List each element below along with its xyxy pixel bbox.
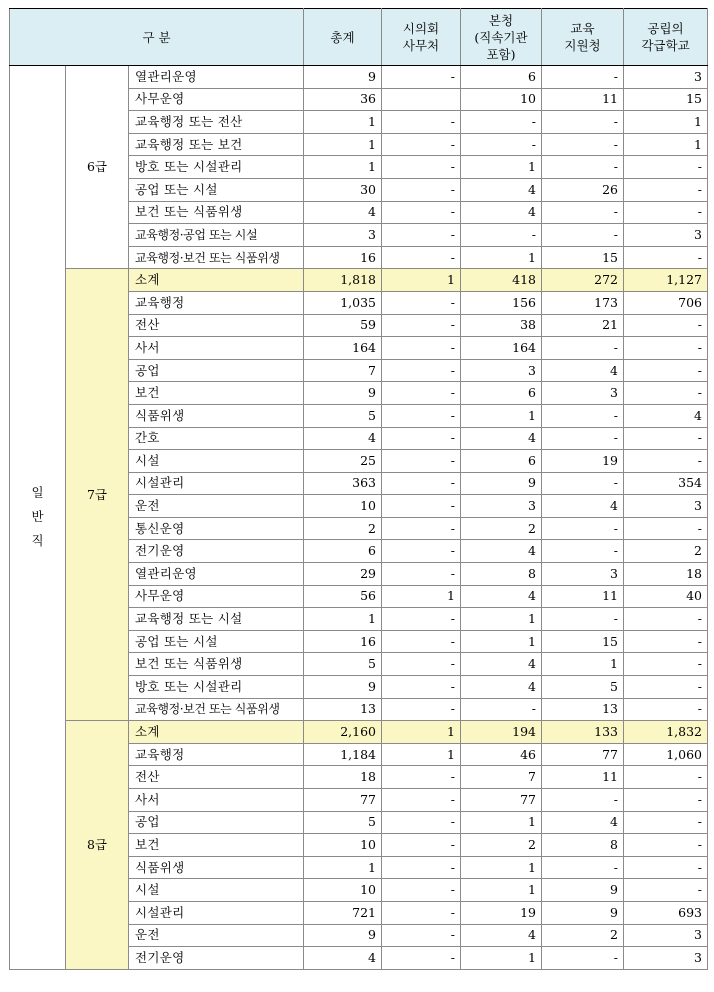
cell-hq: 8 — [461, 563, 542, 586]
cell-council: - — [382, 291, 461, 314]
cell-hq: 4 — [461, 653, 542, 676]
cell-hq: 418 — [461, 269, 542, 292]
row-label: 공업 — [129, 359, 304, 382]
row-label: 사서 — [129, 789, 304, 812]
cell-total: 5 — [304, 811, 382, 834]
cell-schools: 693 — [624, 901, 708, 924]
cell-hq: 4 — [461, 676, 542, 699]
cell-schools: 1,127 — [624, 269, 708, 292]
cell-council: - — [382, 924, 461, 947]
cell-schools: 40 — [624, 585, 708, 608]
cell-council: - — [382, 427, 461, 450]
cell-schools: - — [624, 608, 708, 631]
cell-district: 15 — [542, 630, 624, 653]
cell-district: 26 — [542, 178, 624, 201]
cell-hq: 1 — [461, 856, 542, 879]
cell-total: 1,184 — [304, 743, 382, 766]
cell-council: 1 — [382, 721, 461, 744]
cell-council: - — [382, 382, 461, 405]
header-district-line: 교육 — [570, 21, 595, 36]
header-schools-line: 각급학교 — [641, 38, 690, 53]
header-district-line: 지원청 — [564, 38, 601, 53]
cell-total: 1 — [304, 156, 382, 179]
cell-total: 1 — [304, 111, 382, 134]
cell-council: - — [382, 450, 461, 473]
grade-cell: 6급 — [66, 66, 129, 269]
cell-total: 29 — [304, 563, 382, 586]
cell-council: - — [382, 856, 461, 879]
cell-total: 9 — [304, 66, 382, 89]
cell-district: 21 — [542, 314, 624, 337]
cell-district: 8 — [542, 834, 624, 857]
header-district — [542, 9, 624, 66]
cell-council: - — [382, 337, 461, 360]
cell-schools: 3 — [624, 947, 708, 970]
cell-total: 363 — [304, 472, 382, 495]
row-label: 교육행정·공업 또는 시설 — [129, 224, 304, 247]
grade-cell: 7급 — [66, 269, 129, 721]
row-label: 교육행정 또는 시설 — [129, 608, 304, 631]
cell-council: 1 — [382, 269, 461, 292]
row-label: 시설 — [129, 450, 304, 473]
cell-council: - — [382, 789, 461, 812]
cell-council: - — [382, 359, 461, 382]
header-hq-line: 포함) — [486, 46, 516, 62]
cell-total: 2,160 — [304, 721, 382, 744]
cell-schools: - — [624, 246, 708, 269]
cell-district: 11 — [542, 88, 624, 111]
cell-schools: - — [624, 811, 708, 834]
cell-total: 5 — [304, 653, 382, 676]
row-label: 보건 — [129, 382, 304, 405]
cell-schools: 1,060 — [624, 743, 708, 766]
table-row — [10, 66, 708, 89]
cell-district: 133 — [542, 721, 624, 744]
cell-hq: - — [461, 133, 542, 156]
row-label: 사서 — [129, 337, 304, 360]
cell-total: 25 — [304, 450, 382, 473]
cell-council — [382, 88, 461, 111]
cell-hq: - — [461, 698, 542, 721]
cell-total: 164 — [304, 337, 382, 360]
cell-district: - — [542, 66, 624, 89]
cell-hq: 156 — [461, 291, 542, 314]
cell-hq: 1 — [461, 947, 542, 970]
cell-hq: 9 — [461, 472, 542, 495]
cell-schools: 15 — [624, 88, 708, 111]
cell-district: 9 — [542, 901, 624, 924]
cell-council: - — [382, 540, 461, 563]
header-total: 총계 — [304, 9, 382, 66]
subtotal-row — [10, 721, 708, 744]
cell-schools: - — [624, 427, 708, 450]
cell-district: 2 — [542, 924, 624, 947]
cell-total: 4 — [304, 947, 382, 970]
row-label: 공업 또는 시설 — [129, 178, 304, 201]
cell-council: - — [382, 947, 461, 970]
cell-schools: - — [624, 178, 708, 201]
row-label: 간호 — [129, 427, 304, 450]
cell-council: - — [382, 608, 461, 631]
cell-schools: - — [624, 766, 708, 789]
cell-hq: 6 — [461, 66, 542, 89]
cell-hq: 19 — [461, 901, 542, 924]
cell-council: - — [382, 676, 461, 699]
row-label: 전기운영 — [129, 540, 304, 563]
cell-schools: - — [624, 630, 708, 653]
cell-total: 77 — [304, 789, 382, 812]
header-council-line: 사무처 — [402, 38, 440, 53]
cell-total: 1 — [304, 856, 382, 879]
cell-district: - — [542, 133, 624, 156]
cell-schools: - — [624, 698, 708, 721]
cell-schools: - — [624, 156, 708, 179]
row-label: 운전 — [129, 495, 304, 518]
cell-total: 721 — [304, 901, 382, 924]
cell-total: 36 — [304, 88, 382, 111]
cell-district: 19 — [542, 450, 624, 473]
cell-council: - — [382, 811, 461, 834]
cell-hq: 10 — [461, 88, 542, 111]
cell-schools: - — [624, 653, 708, 676]
header-hq-line: 본청 — [488, 12, 514, 28]
cell-council: - — [382, 224, 461, 247]
cell-council: 1 — [382, 585, 461, 608]
row-label: 교육행정 또는 전산 — [129, 111, 304, 134]
cell-council: - — [382, 404, 461, 427]
cell-council: - — [382, 111, 461, 134]
cell-council: - — [382, 133, 461, 156]
row-label: 시설관리 — [129, 472, 304, 495]
row-label: 식품위생 — [129, 856, 304, 879]
cell-total: 9 — [304, 676, 382, 699]
cell-total: 9 — [304, 382, 382, 405]
cell-schools: - — [624, 359, 708, 382]
cell-hq: - — [461, 224, 542, 247]
cell-schools: - — [624, 382, 708, 405]
cell-district: - — [542, 789, 624, 812]
cell-district: 3 — [542, 382, 624, 405]
cell-total: 9 — [304, 924, 382, 947]
cell-council: - — [382, 901, 461, 924]
cell-total: 4 — [304, 201, 382, 224]
cell-schools: - — [624, 337, 708, 360]
cell-council: - — [382, 178, 461, 201]
cell-district: 15 — [542, 246, 624, 269]
cell-district: 11 — [542, 766, 624, 789]
cell-council: 1 — [382, 743, 461, 766]
cell-district: 173 — [542, 291, 624, 314]
cell-council: - — [382, 66, 461, 89]
row-label: 보건 또는 식품위생 — [129, 653, 304, 676]
cell-district: - — [542, 404, 624, 427]
cell-council: - — [382, 563, 461, 586]
row-label: 교육행정·보건 또는 식품위생 — [129, 698, 304, 721]
cell-council: - — [382, 653, 461, 676]
cell-total: 4 — [304, 427, 382, 450]
cell-schools: - — [624, 314, 708, 337]
cell-schools: 354 — [624, 472, 708, 495]
cell-schools: - — [624, 856, 708, 879]
cell-schools: 2 — [624, 540, 708, 563]
cell-district: - — [542, 111, 624, 134]
header-schools — [624, 9, 708, 66]
cell-total: 10 — [304, 495, 382, 518]
cell-hq: 77 — [461, 789, 542, 812]
row-label: 공업 또는 시설 — [129, 630, 304, 653]
staffing-table — [9, 8, 708, 970]
grade-cell: 8급 — [66, 721, 129, 970]
row-label: 교육행정 — [129, 291, 304, 314]
cell-total: 2 — [304, 517, 382, 540]
cell-total: 1,035 — [304, 291, 382, 314]
cell-schools: - — [624, 789, 708, 812]
cell-schools: - — [624, 201, 708, 224]
cell-schools: 3 — [624, 224, 708, 247]
cell-council: - — [382, 314, 461, 337]
row-label: 보건 또는 식품위생 — [129, 201, 304, 224]
cell-district: 272 — [542, 269, 624, 292]
cell-schools: 18 — [624, 563, 708, 586]
cell-hq: 4 — [461, 540, 542, 563]
row-label: 전산 — [129, 314, 304, 337]
cell-hq: 164 — [461, 337, 542, 360]
cell-hq: 46 — [461, 743, 542, 766]
cell-district: - — [542, 337, 624, 360]
cell-hq: 1 — [461, 404, 542, 427]
cell-hq: 4 — [461, 585, 542, 608]
cell-district: 11 — [542, 585, 624, 608]
cell-schools: - — [624, 834, 708, 857]
subtotal-row — [10, 269, 708, 292]
cell-schools: - — [624, 450, 708, 473]
cell-total: 10 — [304, 834, 382, 857]
row-label: 방호 또는 시설관리 — [129, 156, 304, 179]
category-char: 직 — [31, 533, 44, 549]
cell-district: 4 — [542, 495, 624, 518]
cell-schools: 4 — [624, 404, 708, 427]
row-label: 공업 — [129, 811, 304, 834]
cell-total: 59 — [304, 314, 382, 337]
cell-schools: - — [624, 517, 708, 540]
cell-district: - — [542, 224, 624, 247]
header-hq-line: (직속기관 — [474, 29, 528, 45]
row-label: 방호 또는 시설관리 — [129, 676, 304, 699]
cell-total: 7 — [304, 359, 382, 382]
cell-district: 5 — [542, 676, 624, 699]
cell-district: 3 — [542, 563, 624, 586]
cell-council: - — [382, 517, 461, 540]
cell-hq: 2 — [461, 517, 542, 540]
cell-schools: 1,832 — [624, 721, 708, 744]
cell-district: 13 — [542, 698, 624, 721]
category-cell — [10, 66, 66, 970]
cell-district: - — [542, 427, 624, 450]
header-council — [382, 9, 461, 66]
cell-district: - — [542, 856, 624, 879]
cell-district: 77 — [542, 743, 624, 766]
cell-total: 30 — [304, 178, 382, 201]
cell-schools: 1 — [624, 133, 708, 156]
cell-district: - — [542, 472, 624, 495]
row-label: 전산 — [129, 766, 304, 789]
cell-schools: - — [624, 676, 708, 699]
cell-hq: 3 — [461, 359, 542, 382]
cell-district: - — [542, 517, 624, 540]
cell-total: 13 — [304, 698, 382, 721]
cell-district: - — [542, 947, 624, 970]
cell-district: - — [542, 201, 624, 224]
cell-district: 4 — [542, 811, 624, 834]
cell-hq: 7 — [461, 766, 542, 789]
cell-total: 10 — [304, 879, 382, 902]
row-label: 시설 — [129, 879, 304, 902]
cell-total: 16 — [304, 630, 382, 653]
cell-hq: - — [461, 111, 542, 134]
cell-hq: 4 — [461, 178, 542, 201]
cell-hq: 4 — [461, 924, 542, 947]
cell-hq: 1 — [461, 156, 542, 179]
cell-district: 1 — [542, 653, 624, 676]
row-label: 보건 — [129, 834, 304, 857]
cell-council: - — [382, 472, 461, 495]
row-label: 시설관리 — [129, 901, 304, 924]
cell-district: 4 — [542, 359, 624, 382]
row-label: 열관리운영 — [129, 563, 304, 586]
header-council-line: 시의회 — [402, 21, 440, 36]
cell-hq: 194 — [461, 721, 542, 744]
cell-council: - — [382, 495, 461, 518]
row-label: 식품위생 — [129, 404, 304, 427]
cell-schools: 3 — [624, 66, 708, 89]
row-label: 통신운영 — [129, 517, 304, 540]
cell-hq: 1 — [461, 246, 542, 269]
cell-hq: 4 — [461, 427, 542, 450]
header-division: 구 분 — [10, 9, 304, 66]
cell-total: 56 — [304, 585, 382, 608]
row-label: 교육행정 또는 보건 — [129, 133, 304, 156]
cell-schools: 706 — [624, 291, 708, 314]
cell-district: - — [542, 156, 624, 179]
row-label: 운전 — [129, 924, 304, 947]
cell-schools: 3 — [624, 924, 708, 947]
cell-total: 1 — [304, 133, 382, 156]
category-char: 일 — [31, 485, 44, 501]
cell-hq: 2 — [461, 834, 542, 857]
cell-total: 1 — [304, 608, 382, 631]
table-header-row — [10, 9, 708, 66]
row-label: 사무운영 — [129, 88, 304, 111]
cell-total: 6 — [304, 540, 382, 563]
cell-council: - — [382, 698, 461, 721]
cell-hq: 1 — [461, 608, 542, 631]
cell-schools: - — [624, 879, 708, 902]
cell-total: 3 — [304, 224, 382, 247]
row-label: 소계 — [129, 269, 304, 292]
row-label: 전기운영 — [129, 947, 304, 970]
cell-hq: 3 — [461, 495, 542, 518]
cell-hq: 1 — [461, 630, 542, 653]
row-label: 열관리운영 — [129, 66, 304, 89]
cell-hq: 4 — [461, 201, 542, 224]
cell-hq: 6 — [461, 450, 542, 473]
cell-total: 16 — [304, 246, 382, 269]
cell-council: - — [382, 630, 461, 653]
cell-hq: 1 — [461, 879, 542, 902]
cell-hq: 1 — [461, 811, 542, 834]
cell-total: 18 — [304, 766, 382, 789]
category-char: 반 — [31, 509, 44, 525]
cell-district: 9 — [542, 879, 624, 902]
cell-total: 1,818 — [304, 269, 382, 292]
cell-total: 5 — [304, 404, 382, 427]
cell-schools: 1 — [624, 111, 708, 134]
cell-council: - — [382, 834, 461, 857]
cell-council: - — [382, 766, 461, 789]
cell-hq: 38 — [461, 314, 542, 337]
cell-district: - — [542, 608, 624, 631]
cell-council: - — [382, 246, 461, 269]
cell-district: - — [542, 540, 624, 563]
header-hq — [461, 9, 542, 66]
header-schools-line: 공립의 — [647, 21, 684, 36]
row-label: 소계 — [129, 721, 304, 744]
cell-council: - — [382, 201, 461, 224]
row-label: 교육행정·보건 또는 식품위생 — [129, 246, 304, 269]
cell-council: - — [382, 156, 461, 179]
row-label: 사무운영 — [129, 585, 304, 608]
cell-council: - — [382, 879, 461, 902]
cell-hq: 6 — [461, 382, 542, 405]
row-label: 교육행정 — [129, 743, 304, 766]
cell-schools: 3 — [624, 495, 708, 518]
table-body — [10, 66, 708, 970]
